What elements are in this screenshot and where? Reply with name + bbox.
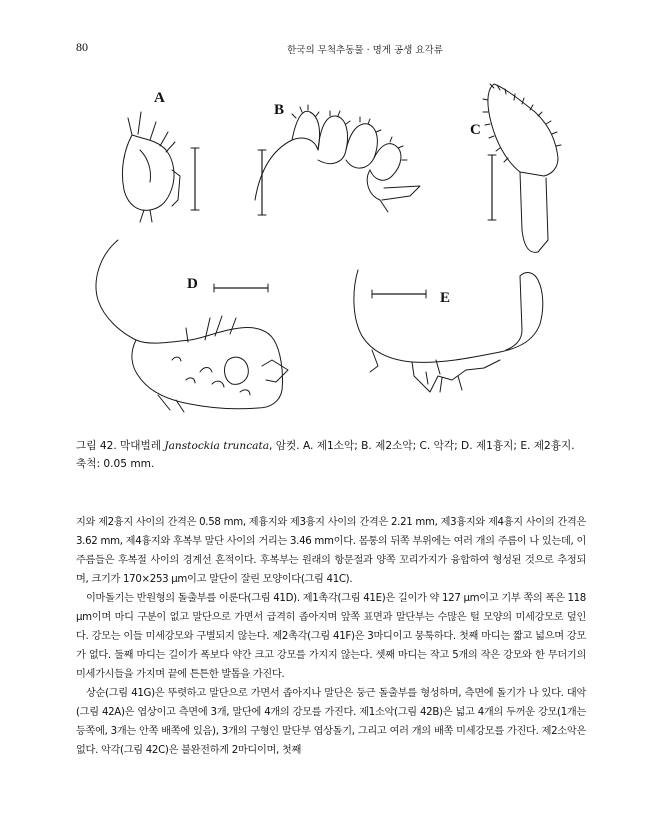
body-text — [76, 513, 586, 760]
drawing-a — [122, 112, 199, 222]
figure-caption — [76, 437, 586, 473]
paragraph-2: 이마돌기는 반원형의 돌출부를 이룬다(그림 41D). 제1촉각(그림 41E)은 길이가 약 127 μm이고 기부 쪽의 폭은 118 μm이며 마디 구분이 없고 말단으로 가면서 급격히 좁아지며 앞쪽 표면과 말단부는 수많은 털 모양의 미세강모로 덮인다. 강모는 이들 미세강모와 구별되지 않는다. 제2촉각(그림 41F)은 3마디이고 뭉툭하다. 첫째 마디는 짧고 넓으며 강모가 없다. 둘째 마디는 길이가 폭보다 약간 크고 강모를 가지지 않는다. 셋째 마디는 작고 5개의 작은 강모와 한 무더기의 미세가시들을 가지며 끝에 튼튼한 발톱을 가진다. — [76, 593, 586, 680]
panel-label-b: B — [274, 102, 285, 118]
panel-label-a: A — [154, 90, 165, 106]
paragraph-1: 지와 제2흉지 사이의 간격은 0.58 mm, 제흉지와 제3흉지 사이의 간격은 2.21 mm, 제3흉지와 제4흉지 사이의 간격은 3.62 mm, 제4흉지와 후복부 말단 사이의 거리는 3.46 mm이다. 몸통의 뒤쪽 부위에는 여러 개의 주름이 나 있는데, 이 주름들은 후복절 사이의 경계선 흔적이다. 후복부는 원래의 항문절과 양쪽 꼬리가지가 융합하여 형성된 것으로 추정되며, 크기가 170×253 μm이고 말단이 잘린 모양이다(그림 41C). — [76, 517, 586, 585]
paragraph-3: 상순(그림 41G)은 뚜렷하고 말단으로 가면서 좁아지나 말단은 둥근 돌출부를 형성하며, 측면에 돌기가 나 있다. 대악(그림 42A)은 엽상이고 측면에 3개, 말단에 4개의 강모를 가진다. 제1소악(그림 42B)은 넓고 4개의 두꺼운 강모(1개는 등쪽에, 3개는 안쪽 배쪽에 있음), 3개의 구형인 말단부 엽상돌기, 그리고 여러 개의 배쪽 미세강모를 가진다. 제2소악은 없다. 악각(그림 42C)은 불완전하게 2마디이며, 첫째 — [76, 688, 586, 756]
panel-label-e: E — [440, 290, 451, 306]
panel-label-c: C — [470, 122, 481, 138]
drawing-c — [483, 84, 561, 252]
drawing-e — [354, 270, 543, 392]
caption-suffix: , 암컷. A. 제1소악; B. 제2소악; C. 악각; D. 제1흉지; E. 제2흉지. 축척: 0.05 mm. — [76, 440, 575, 470]
caption-prefix: 그림 42. 막대벌레 — [76, 440, 165, 452]
drawing-d — [96, 240, 288, 412]
page-number: 80 — [76, 40, 88, 54]
caption-species: Janstockia truncata — [164, 440, 270, 452]
panel-label-d: D — [187, 276, 198, 292]
drawing-b — [255, 105, 420, 215]
running-head: 한국의 무척추동물 · 명게 공생 요각류 — [287, 45, 443, 56]
